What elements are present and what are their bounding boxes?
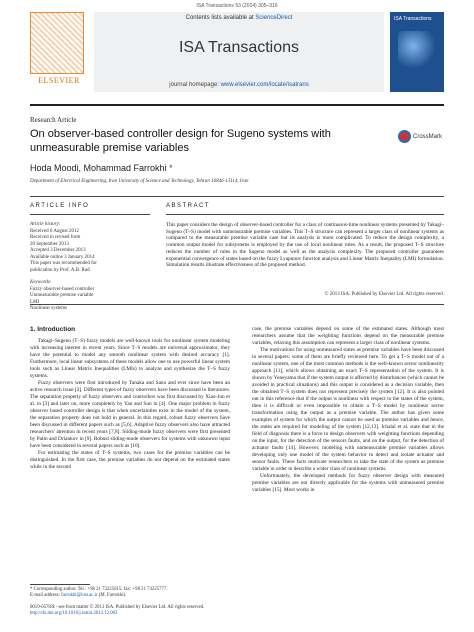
homepage-link[interactable]: www.elsevier.com/locate/isatrans [220, 82, 309, 88]
author-names: Hoda Moodi, Mohammad Farrokhi [30, 163, 167, 173]
email-suffix: (M. Farrokhi). [97, 593, 127, 598]
footnote-rule [30, 584, 90, 585]
journal-cover[interactable] [390, 12, 444, 92]
keyword-item: LMI [30, 299, 40, 305]
article-type: Research Article [30, 116, 77, 124]
cover-artwork-icon [398, 31, 436, 69]
author-list [30, 163, 173, 173]
footnote [30, 587, 230, 599]
crossmark-icon [398, 130, 411, 143]
elsevier-wordmark: ELSEVIER [38, 76, 80, 85]
journal-homepage [94, 82, 384, 88]
email-link[interactable]: farrokhi@iust.ac.ir [61, 593, 98, 598]
paragraph: For estimating the states of T–S systems, two cases for the premise variables can be distinguished. In the first case, the premise variables do not depend on the estimated states while in the second [30, 450, 230, 470]
contents-line [94, 15, 384, 21]
intro-heading: 1. Introduction [30, 326, 76, 333]
article-title: On observer-based controller design for Sugeno systems with unmeasurable premise variables [30, 128, 331, 154]
footnote-email-line [30, 593, 230, 599]
paragraph: Unfortunately, the developed methods for fuzzy observer design with measured premise variables are not directly applicable for the systems with unmeasured premise variables [15]. Most works in [252, 473, 444, 493]
masthead-rule [30, 104, 444, 106]
corresponding-author-mark[interactable]: * [169, 163, 173, 173]
history-line: Article history: [30, 222, 61, 227]
history-line: This paper was recommended for [30, 261, 97, 266]
history-line: Accepted 3 December 2013 [30, 248, 86, 253]
footnote-contact: * Corresponding author. Tel.: +98 21 73225615; fax: +98 21 73225777. [30, 587, 168, 592]
paragraph: Takagi–Sugeno (T–S) fuzzy models are well-known tools for nonlinear system modeling with increasing interest in recent years. Since T–S models are universal approximator, they have the potential to model any smooth nonlinear system with desired accuracy [1]. Furthermore, local linear subsystems of these models allow one to use powerful linear system tools such as Linear Matrix Inequalities (LMIs) to analyze and synthesize the T–S fuzzy systems. [30, 338, 230, 379]
history-line: publication by Prof. A.B. Rad [30, 267, 90, 273]
journal-name: ISA Transactions [178, 39, 300, 56]
doi-block [30, 605, 444, 617]
article-info-heading: ARTICLE INFO [30, 203, 90, 209]
crossmark-label: CrossMark [413, 133, 443, 140]
elsevier-tree-icon [30, 12, 84, 74]
history-line: Received 6 August 2012 [30, 228, 80, 234]
email-prefix: E-mail address: [30, 593, 62, 598]
info-rule [30, 214, 150, 215]
header-rule [30, 196, 444, 197]
abstract-copyright: © 2013 ISA. Published by Elsevier Ltd. All rights reserved. [324, 292, 444, 297]
right-column [252, 326, 444, 494]
issn-line: 0019-0578/$ - see front matter © 2013 ISA. Published by Elsevier Ltd. All rights reserved. [30, 605, 205, 610]
keywords-label: Keywords: [30, 280, 52, 285]
doi-link[interactable]: http://dx.doi.org/10.1016/j.isatra.2013.12.003 [30, 611, 118, 616]
abstract-heading: ABSTRACT [166, 203, 211, 209]
paragraph: Fuzzy observers were first introduced by Tanaka and Sano and ever since have been an active research issue [2]. Different types of fuzzy observers have been discussed in literatures. The separation property of fuzzy observers and controllers was first discussed by Xiao-Jun et al. in [3] and later on, more completely by Yan and Sun in [4]. One major problem in fuzzy observer based controller design is that when uncertainties exist in the model of the system, the separation property does not hold in general. In this regard, robust fuzzy observers have been discussed in different papers such as [5,6]. Adaptive fuzzy observers also have attracted researchers' attention in recent years [7,8]. Sliding-mode fuzzy observers were first presented by Palm and Driankov in [9]. Robust sliding-mode observers for systems with unknown input have been considered in several papers such as [10]. [30, 380, 230, 449]
crossmark-badge[interactable] [398, 130, 442, 143]
masthead [30, 12, 444, 100]
history-line: 20 September 2013 [30, 241, 69, 247]
keyword-item: Nonlinear systems [30, 306, 68, 311]
history-line: Received in revised form [30, 235, 81, 240]
cover-title: ISA Transactions [394, 16, 432, 22]
history-line: Available online 3 January 2014 [30, 254, 95, 260]
author-affiliation: Department of Electrical Engineering, Iran University of Science and Technology, Tehran 16846-13114, Iran [30, 179, 249, 184]
contents-prefix: Contents lists available at [185, 15, 256, 21]
journal-citation: ISA Transactions 53 (2014) 305–316 [196, 3, 278, 9]
keyword-item: Unmeasurable premise variable [30, 293, 94, 298]
article-info [30, 222, 150, 313]
paragraph: case, the premise variables depend on some of the estimated states. Although most researchers assume that the weighting functions depend on the measurable premise variables, relaxing this assumption can represent a larger class of nonlinear systems. [252, 326, 444, 346]
abstract-bottom-rule [30, 304, 444, 305]
left-column [30, 338, 230, 471]
homepage-prefix: journal homepage: [169, 82, 221, 88]
abstract-rule [166, 214, 444, 215]
elsevier-logo[interactable] [30, 12, 88, 92]
abstract-text: This paper considers the design of observer-based controller for a class of continuous-time nonlinear systems presented by Takagi–Sugeno (T–S) model with unmeasurable premise variables. This T–S structure can represent a larger class of nonlinear systems as compared to the measurable premise variable case but its analysis is more complicated. To reduce the design complexity, a common output model for subsystems is employed by the use of local nonlinear rules. As a result, the proposed T–S structure reduces the number of rules in the Sugeno model as well as the analysis complexity. The proposed controller guarantees exponential convergence of states based on the fuzzy Lyapunov function analysis and Linear Matrix Inequality (LMI) formulation. Simulation results illustrate effectiveness of the proposed method. [166, 222, 444, 269]
masthead-center [94, 12, 384, 92]
keyword-item: Fuzzy observer-based controller [30, 286, 95, 292]
sciencedirect-link[interactable]: ScienceDirect [255, 15, 293, 21]
paragraph: The motivations for using unmeasured states as premise variables have been discussed in several papers; some of them are briefly reviewed here. To get a T–S model out of a nonlinear system, one of the most common methods is the well-known sector nonlinearity approach [11], which allows obtaining an exact T–S representation of the system. It is shown by Yoneyama that if the system output is affected by disturbances (which cannot be avoided in practical situations) and this output is considered as a decision variable, then the obtained T–S system does not represent precisely the system [12]. It is also pointed out in this reference that if the output is nonlinear with respect to the states of the system, then it is difficult or even impossible to obtain a T–S model by nonlinear sector transformation using the output as a premise variable. The author has given some examples of system for which the output cannot be used as premise variables and hence, the states are required for modeling of the system [12,13]. Ichalal et al. state that in the field of diagnosis there is a force to design observers with weighting functions depending on the input, for the detection of the sensors faults, and on the output, for the detection of actuator faults [14]. However, modeling with unmeasurable premise variables allows developing only one model of the system behavior to detect and isolate actuator and sensor faults. These facts motivate researchers to take the state of the system as premise variable in order to describe a wider class of nonlinear systems. [252, 347, 444, 472]
